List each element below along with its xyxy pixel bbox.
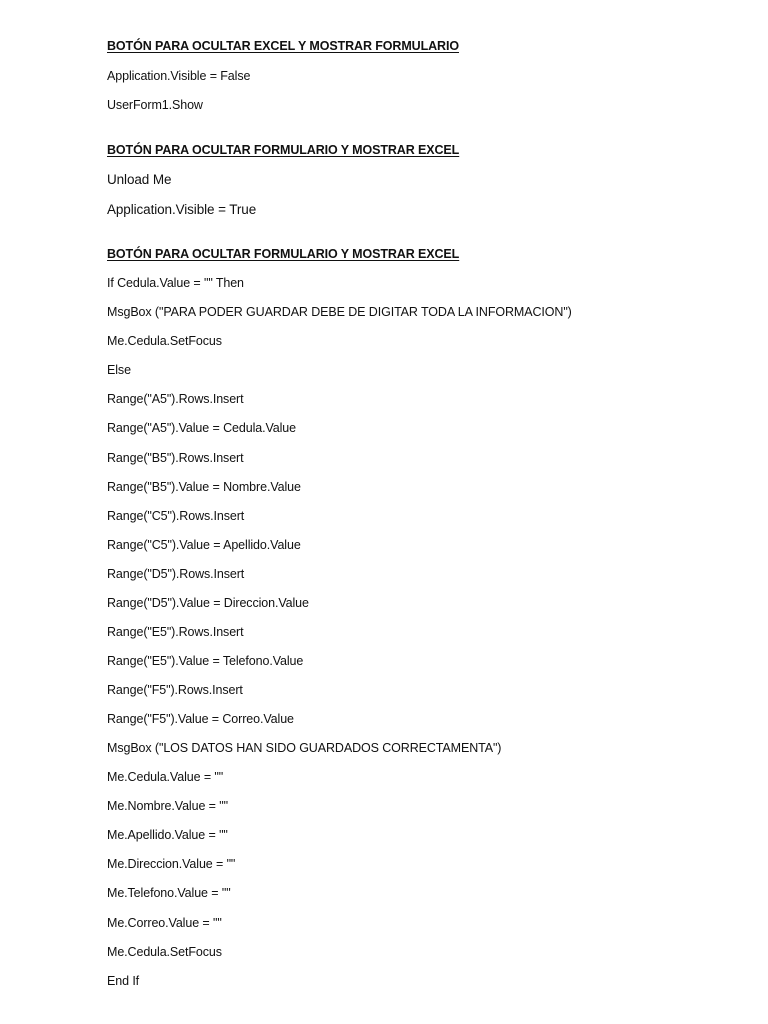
code-line: Me.Cedula.SetFocus (107, 334, 222, 348)
code-line: Me.Telefono.Value = "" (107, 886, 231, 900)
code-line: Me.Direccion.Value = "" (107, 857, 236, 871)
code-line: UserForm1.Show (107, 98, 203, 112)
code-line: Range("B5").Rows.Insert (107, 451, 244, 465)
section-heading: BOTÓN PARA OCULTAR EXCEL Y MOSTRAR FORMULARIO (107, 39, 459, 53)
code-line: Range("A5").Rows.Insert (107, 392, 244, 406)
code-line: Range("F5").Rows.Insert (107, 683, 243, 697)
code-line: Range("A5").Value = Cedula.Value (107, 421, 297, 435)
code-line: Me.Cedula.SetFocus (107, 945, 222, 959)
code-line: Me.Apellido.Value = "" (107, 828, 228, 842)
code-line: End If (107, 974, 140, 988)
code-line: Range("F5").Value = Correo.Value (107, 712, 294, 726)
code-line: Else (107, 363, 131, 377)
code-line: Range("C5").Value = Apellido.Value (107, 538, 301, 552)
code-line: Range("D5").Value = Direccion.Value (107, 596, 309, 610)
code-line: Application.Visible = True (107, 202, 257, 217)
code-line: Range("E5").Rows.Insert (107, 625, 244, 639)
section-heading: BOTÓN PARA OCULTAR FORMULARIO Y MOSTRAR EXCEL (107, 143, 460, 157)
code-line: MsgBox ("PARA PODER GUARDAR DEBE DE DIGITAR TODA LA INFORMACION") (107, 305, 572, 319)
code-line: Unload Me (107, 172, 172, 187)
section-heading: BOTÓN PARA OCULTAR FORMULARIO Y MOSTRAR EXCEL (107, 247, 460, 261)
code-line: Range("C5").Rows.Insert (107, 509, 245, 523)
code-line: Me.Nombre.Value = "" (107, 799, 228, 813)
code-line: Me.Correo.Value = "" (107, 916, 222, 930)
code-line: Application.Visible = False (107, 69, 251, 83)
code-line: Range("D5").Rows.Insert (107, 567, 245, 581)
code-line: If Cedula.Value = "" Then (107, 276, 244, 290)
code-line: Range("B5").Value = Nombre.Value (107, 480, 301, 494)
code-line: Range("E5").Value = Telefono.Value (107, 654, 304, 668)
code-line: Me.Cedula.Value = "" (107, 770, 224, 784)
code-line: MsgBox ("LOS DATOS HAN SIDO GUARDADOS CORRECTAMENTA") (107, 741, 502, 755)
